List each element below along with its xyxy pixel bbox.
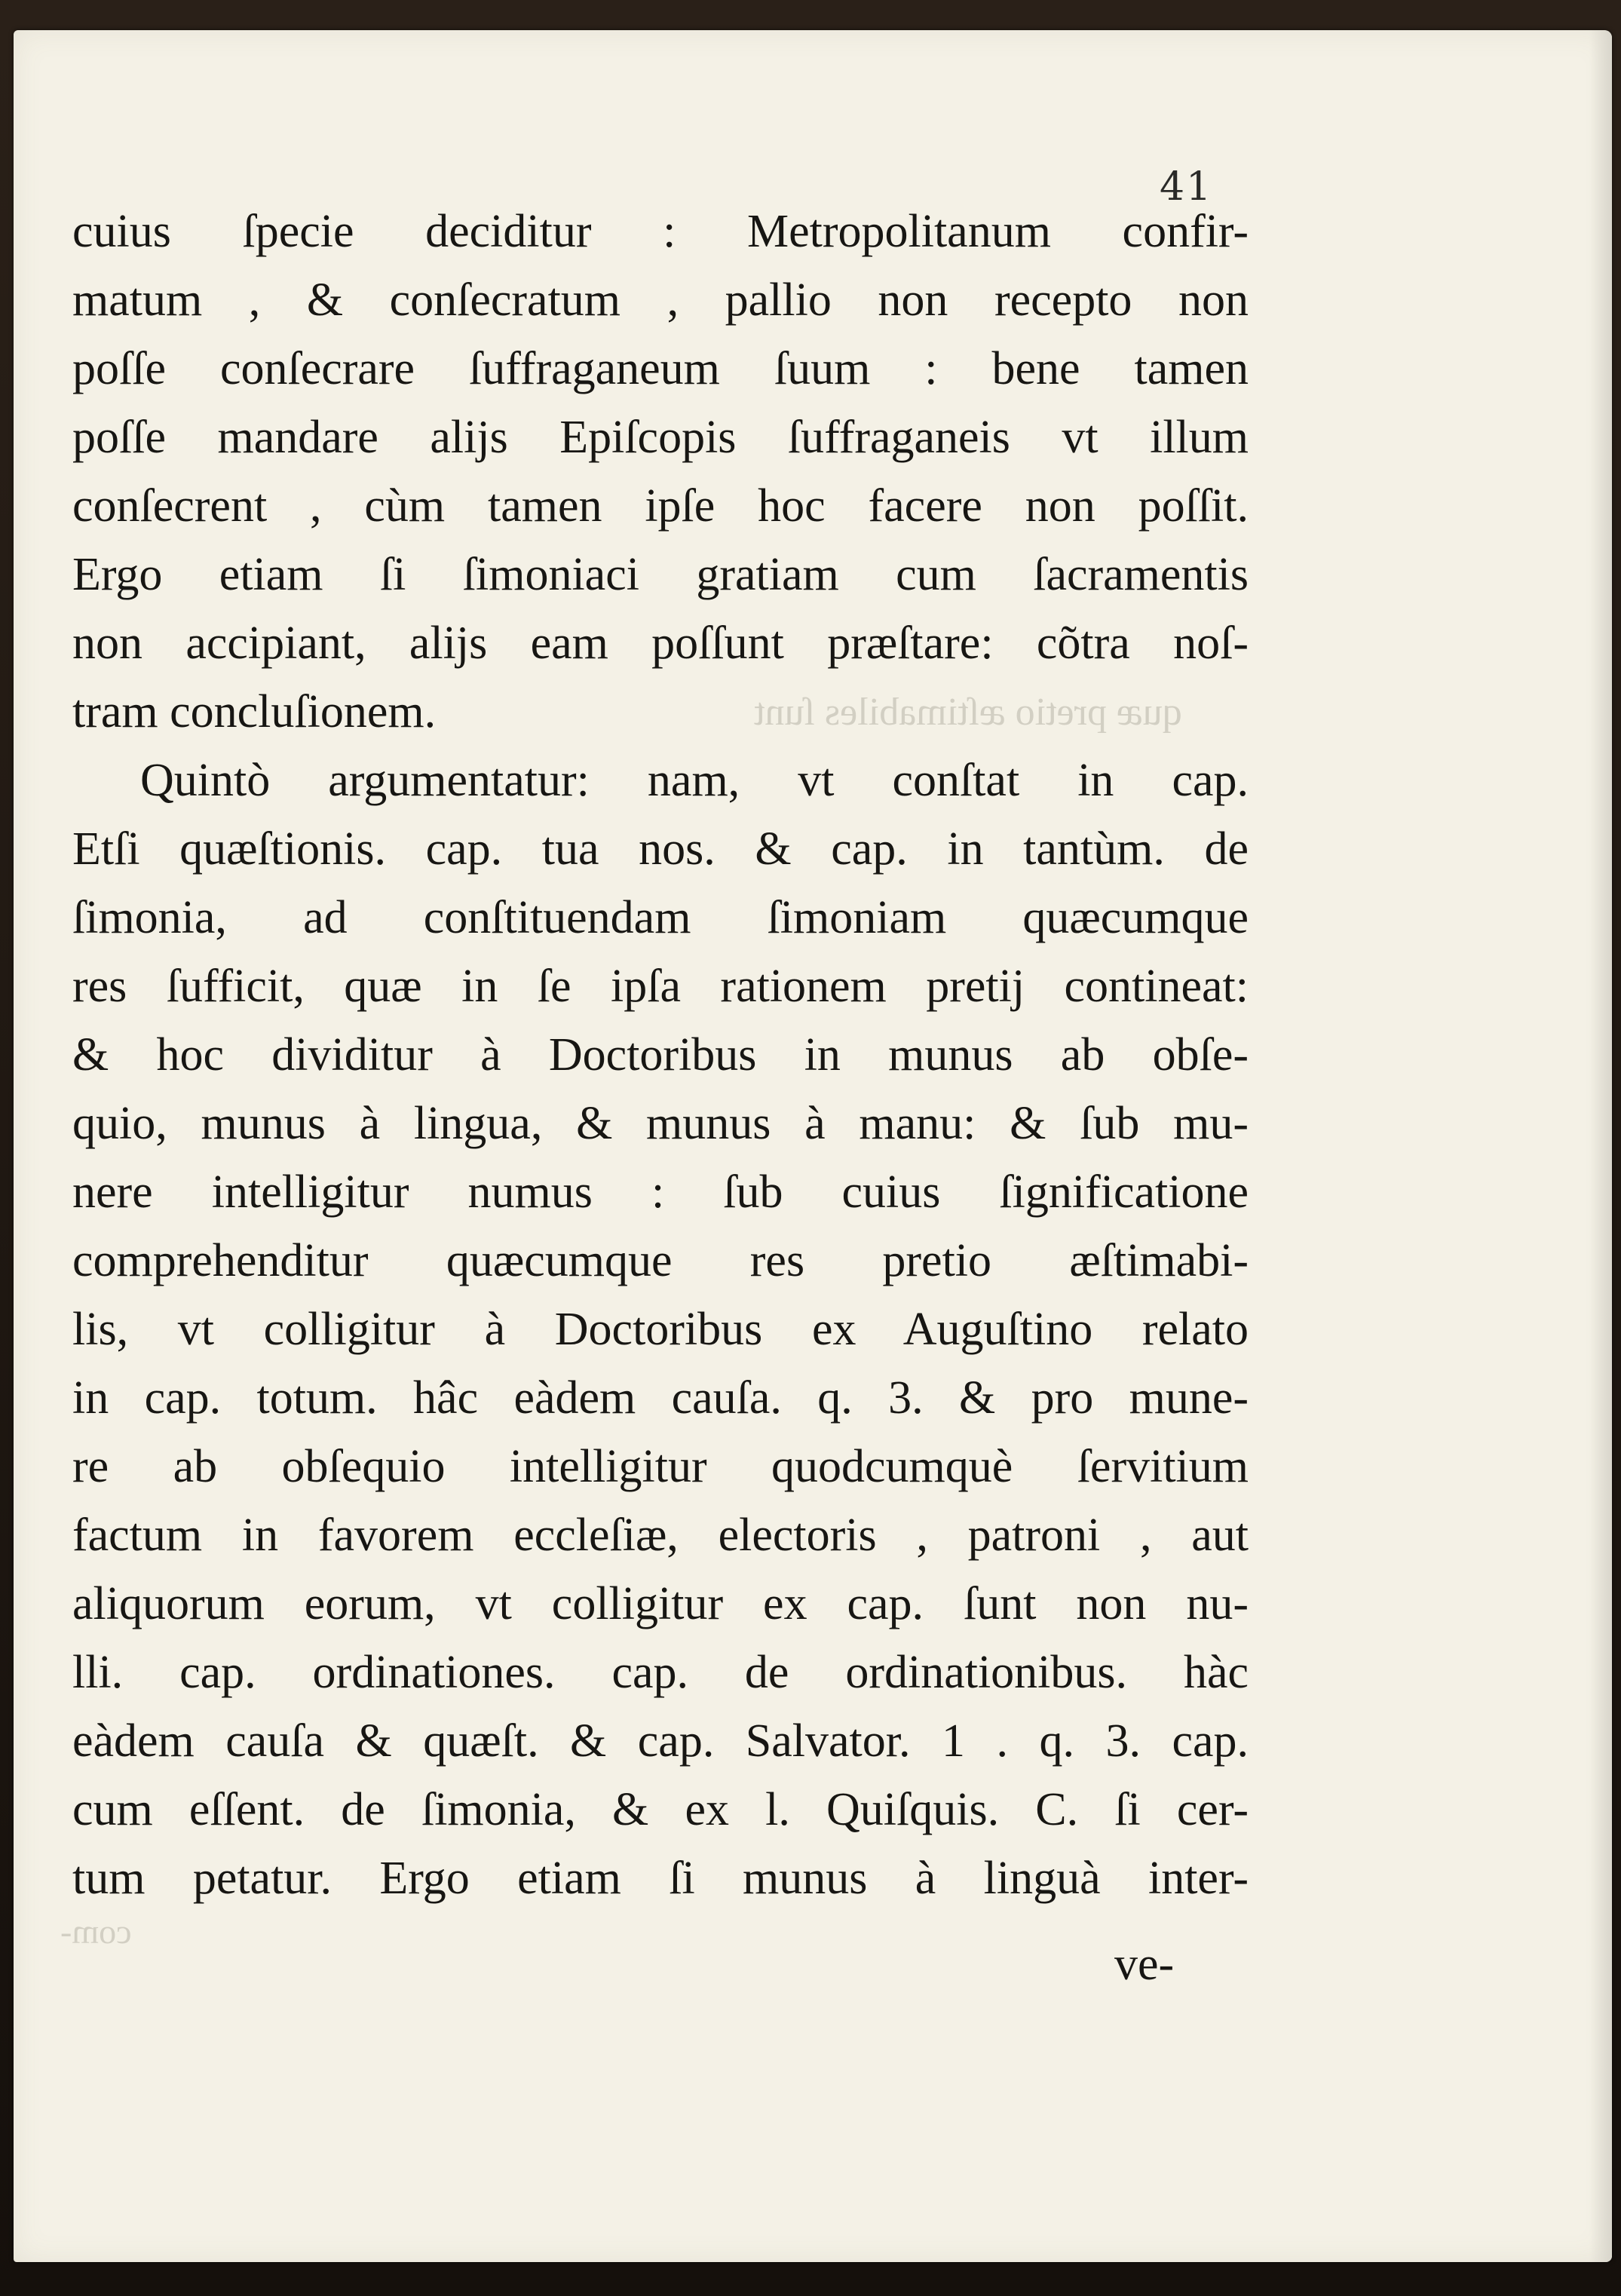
text-line: cum eſſent. de ſimonia, & ex l. Quiſquis. C. ſi cer-	[72, 1784, 1249, 1835]
body-text	[72, 198, 1249, 1913]
text-line: Ergo etiam ſi ſimoniaci gratiam cum ſacramentis	[72, 549, 1249, 600]
text-line: non accipiant, alijs eam poſſunt præſtare: cõtra noſ-	[72, 618, 1249, 669]
text-line: res ſufficit, quæ in ſe ipſa rationem pretij contineat:	[72, 961, 1249, 1012]
show-through-text-bottom: com-	[60, 1912, 132, 1951]
text-line: lli. cap. ordinationes. cap. de ordinationibus. hàc	[72, 1647, 1249, 1698]
text-line: poſſe conſecrare ſuffraganeum ſuum : bene tamen	[72, 343, 1249, 394]
text-line: tum petatur. Ergo etiam ſi munus à linguà inter-	[72, 1853, 1249, 1904]
text-line: quio, munus à lingua, & munus à manu: & ſub mu-	[72, 1098, 1249, 1149]
text-line: eàdem cauſa & quæſt. & cap. Salvator. 1 . q. 3. cap.	[72, 1715, 1249, 1767]
text-line: poſſe mandare alijs Epiſcopis ſuffraganeis vt illum	[72, 412, 1249, 463]
text-line: cuius ſpecie deciditur : Metropolitanum confir-	[72, 206, 1249, 257]
text-line: nere intelligitur numus : ſub cuius ſignificatione	[72, 1166, 1249, 1218]
catchword: ve-	[1114, 1939, 1175, 1990]
text-line: comprehenditur quæcumque res pretio æſtimabi-	[72, 1235, 1249, 1286]
text-line: in cap. totum. hâc eàdem cauſa. q. 3. & pro mune-	[72, 1372, 1249, 1424]
text-line: factum in favorem eccleſiæ, electoris , patroni , aut	[72, 1510, 1249, 1561]
text-line: aliquorum eorum, vt colligitur ex cap. ſunt non nu-	[72, 1578, 1249, 1629]
text-line: re ab obſequio intelligitur quodcumquè ſervitium	[72, 1441, 1249, 1492]
paragraph-start-line: Quintò argumentatur: nam, vt conſtat in cap.	[140, 755, 1249, 806]
folio-number: 41	[1160, 164, 1213, 210]
text-line: tram concluſionem.	[72, 686, 437, 737]
page-edge	[1589, 30, 1612, 2262]
show-through-text: quæ pretio æſtimabiles ſunt	[754, 691, 1182, 734]
text-line: conſecrent , cùm tamen ipſe hoc facere non poſſit.	[72, 480, 1249, 532]
text-line: ſimonia, ad conſtituendam ſimoniam quæcumque	[72, 892, 1249, 943]
text-line: & hoc dividitur à Doctoribus in munus ab obſe-	[72, 1029, 1249, 1081]
text-line: Etſi quæſtionis. cap. tua nos. & cap. in tantùm. de	[72, 823, 1249, 875]
text-line: matum , & conſecratum , pallio non recepto non	[72, 274, 1249, 326]
text-line: lis, vt colligitur à Doctoribus ex Auguſtino relato	[72, 1304, 1249, 1355]
